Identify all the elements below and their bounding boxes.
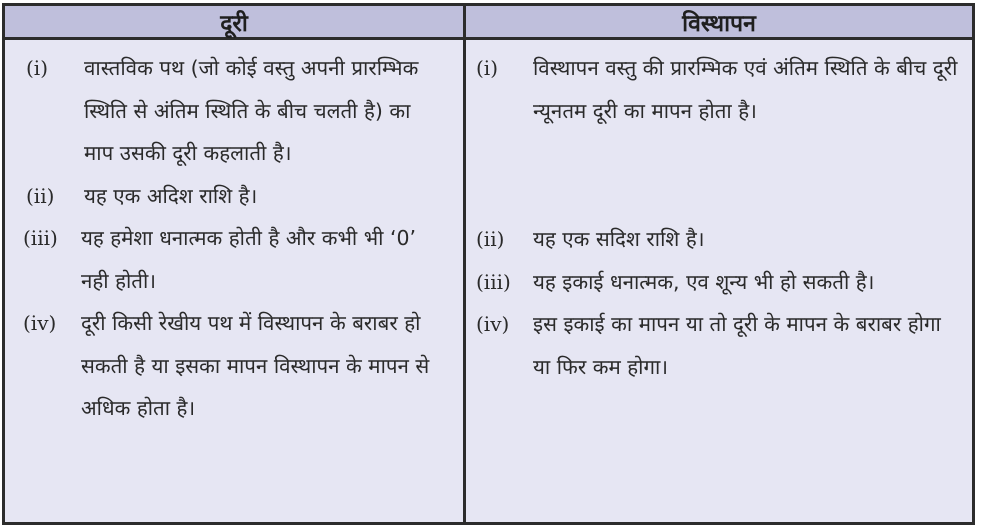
- item-number: (ii): [476, 227, 505, 251]
- distance-column: [5, 40, 466, 522]
- item-number: (i): [476, 56, 499, 80]
- list-item: [5, 175, 463, 218]
- item-number: (iv): [476, 312, 510, 336]
- item-text: इस इकाई का मापन या तो दूरी के मापन के बराबर होगा या फिर कम होगा।: [533, 312, 941, 379]
- item-text: यह एक अदिश राशि है।: [84, 183, 258, 208]
- item-number: (ii): [26, 183, 55, 208]
- header-distance: दूरी: [5, 6, 466, 40]
- list-item: [5, 217, 463, 302]
- item-number: (iii): [476, 269, 511, 294]
- displacement-column: [466, 40, 972, 522]
- list-item: [466, 261, 972, 304]
- item-text: यह एक सदिश राशि है।: [533, 227, 705, 251]
- comparison-table: [2, 3, 975, 525]
- list-item: [5, 47, 463, 175]
- item-text: यह हमेशा धनात्मक होती है और कभी भी ‘0’ नही होती।: [81, 226, 417, 293]
- list-item: [5, 302, 463, 430]
- item-number: (iv): [23, 311, 57, 335]
- item-text: यह इकाई धनात्मक, एव शून्य भी हो सकती है।: [533, 269, 875, 294]
- item-number: (i): [26, 56, 49, 80]
- list-item: [466, 47, 972, 132]
- item-number: (iii): [23, 226, 58, 250]
- item-text: दूरी किसी रेखीय पथ में विस्थापन के बराबर हो सकती है या इसका मापन विस्थापन के मापन से अधिक होता है।: [81, 311, 430, 420]
- list-item: [466, 303, 972, 388]
- list-item: [466, 218, 972, 261]
- item-text: वास्तविक पथ (जो कोई वस्तु अपनी प्रारम्भिक स्थिति से अंतिम स्थिति के बीच चलती है) का माप उसकी दूरी कहलाती है।: [84, 56, 419, 165]
- header-displacement: विस्थापन: [466, 6, 972, 40]
- spacer: [466, 132, 972, 218]
- item-text: विस्थापन वस्तु की प्रारम्भिक एवं अंतिम स्थिति के बीच दूरी न्यूनतम दूरी का मापन होता है।: [533, 56, 958, 123]
